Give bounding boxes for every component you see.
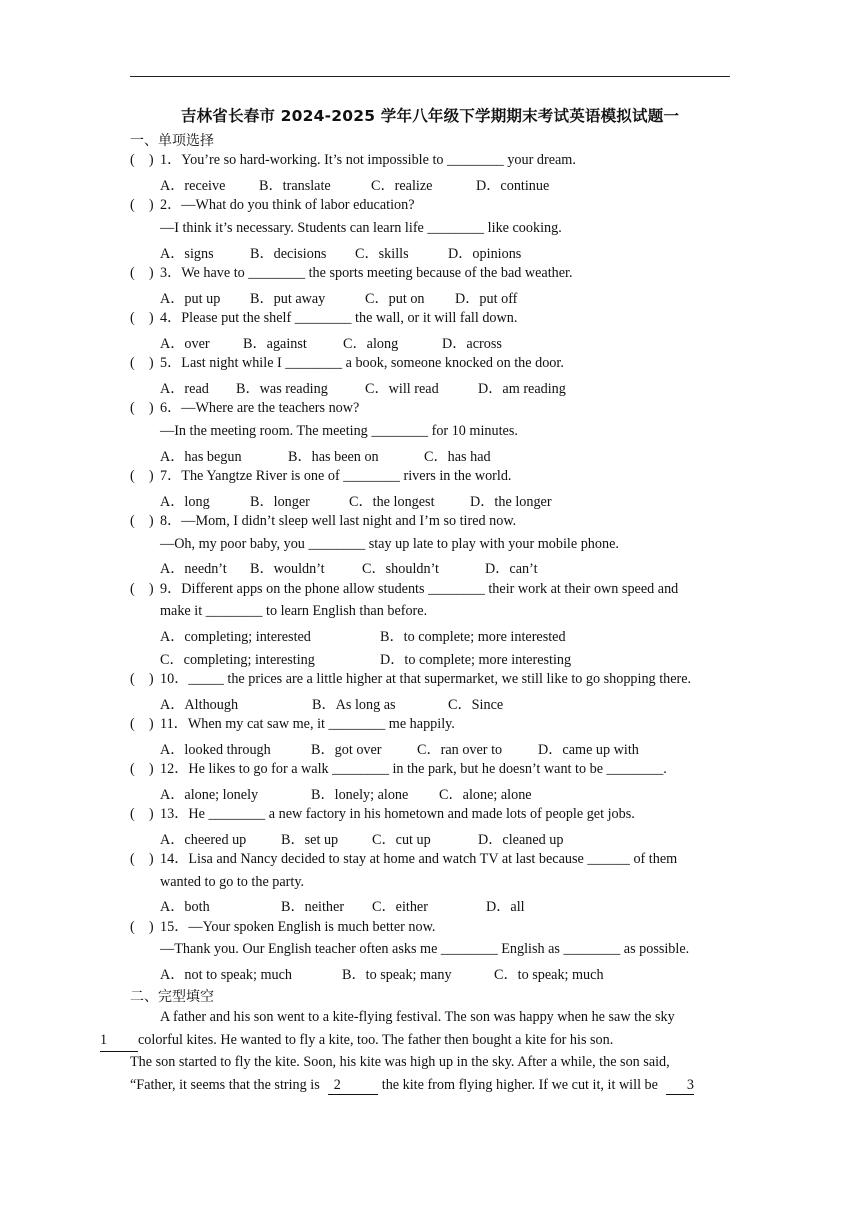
option-c: C．the longest bbox=[349, 494, 435, 510]
options-6 bbox=[160, 446, 491, 466]
blank-1 bbox=[100, 1029, 138, 1053]
answer-paren: ( ) bbox=[130, 671, 154, 687]
option-d: D．cleaned up bbox=[478, 832, 564, 848]
passage-paragraph-2-line-1: The son started to fly the kite. Soon, his kite was high up in the sky. After a while, the son said, bbox=[130, 1054, 670, 1070]
option-b: B．neither bbox=[281, 899, 345, 915]
section-heading-single-choice: 一、单项选择 bbox=[130, 133, 214, 149]
option-c: C．to speak; much bbox=[494, 967, 604, 983]
answer-paren: ( ) bbox=[130, 851, 154, 867]
options-3 bbox=[160, 288, 517, 308]
option-c: C．alone; alone bbox=[439, 787, 532, 803]
passage-text: “Father, it seems that the string is bbox=[130, 1077, 320, 1093]
question-14 bbox=[130, 848, 732, 870]
option-c: C．either bbox=[372, 899, 428, 915]
question-2-stem-2: —I think it’s necessary. Students can learn life ________ like cooking. bbox=[160, 220, 562, 236]
answer-paren: ( ) bbox=[130, 355, 154, 371]
option-a: A．read bbox=[160, 381, 209, 397]
options-4 bbox=[160, 333, 502, 353]
option-b: B．lonely; alone bbox=[311, 787, 409, 803]
option-c: C．Since bbox=[448, 697, 504, 713]
answer-paren: ( ) bbox=[130, 919, 154, 935]
options-8 bbox=[160, 558, 538, 578]
option-b: B．set up bbox=[281, 832, 339, 848]
answer-paren: ( ) bbox=[130, 581, 154, 597]
answer-paren: ( ) bbox=[130, 806, 154, 822]
question-10 bbox=[130, 668, 732, 690]
question-6-stem-2: —In the meeting room. The meeting ________ for 10 minutes. bbox=[160, 423, 518, 439]
question-9-stem-2: make it ________ to learn English than before. bbox=[160, 603, 428, 619]
header-rule bbox=[130, 76, 730, 77]
option-a: A．looked through bbox=[160, 742, 271, 758]
passage-text: A father and his son went to a kite-flying festival. The son was happy when he saw the sky bbox=[160, 1009, 675, 1025]
passage-text: colorful kites. He wanted to fly a kite, too. The father then bought a kite for his son. bbox=[138, 1031, 614, 1048]
option-a: A．long bbox=[160, 494, 210, 510]
option-d: D．the longer bbox=[470, 494, 552, 510]
option-c: C．put on bbox=[365, 291, 425, 307]
options-15 bbox=[160, 964, 604, 984]
option-d: D．opinions bbox=[448, 246, 522, 262]
option-a: A．not to speak; much bbox=[160, 967, 293, 983]
answer-paren: ( ) bbox=[130, 761, 154, 777]
answer-paren: ( ) bbox=[130, 152, 154, 168]
option-a: A．Although bbox=[160, 697, 239, 713]
options-13 bbox=[160, 829, 564, 849]
question-stem: 12．He likes to go for a walk ________ in the park, but he doesn’t want to be ________. bbox=[160, 761, 667, 777]
option-d: D．all bbox=[486, 899, 525, 915]
question-stem: 15．—Your spoken English is much better now. bbox=[160, 919, 436, 935]
question-stem: 5．Last night while I ________ a book, someone knocked on the door. bbox=[160, 355, 564, 371]
question-13 bbox=[130, 803, 732, 825]
question-stem: 6．—Where are the teachers now? bbox=[160, 400, 360, 416]
option-a: A．cheered up bbox=[160, 832, 247, 848]
question-5 bbox=[130, 352, 732, 374]
option-b: B．put away bbox=[250, 291, 326, 307]
option-b: B．was reading bbox=[236, 381, 328, 397]
question-7 bbox=[130, 465, 732, 487]
answer-paren: ( ) bbox=[130, 513, 154, 529]
question-11 bbox=[130, 713, 732, 735]
option-c: C．shouldn’t bbox=[362, 561, 439, 577]
question-12 bbox=[130, 758, 732, 780]
option-d: D．came up with bbox=[538, 742, 639, 758]
options-7 bbox=[160, 491, 552, 511]
section-heading-cloze: 二、完型填空 bbox=[130, 989, 214, 1005]
option-c: C．completing; interesting bbox=[160, 652, 315, 668]
question-9 bbox=[130, 578, 732, 600]
options-2 bbox=[160, 243, 521, 263]
option-a: A．over bbox=[160, 336, 210, 352]
option-a: A．receive bbox=[160, 178, 226, 194]
question-14-stem-2: wanted to go to the party. bbox=[160, 874, 305, 890]
question-15 bbox=[130, 916, 732, 938]
question-stem: 8．—Mom, I didn’t sleep well last night and I’m so tired now. bbox=[160, 513, 517, 529]
option-c: C．ran over to bbox=[417, 742, 503, 758]
option-a: A．has begun bbox=[160, 449, 242, 465]
answer-paren: ( ) bbox=[130, 716, 154, 732]
option-a: A．both bbox=[160, 899, 210, 915]
question-stem: 4．Please put the shelf ________ the wall, or it will fall down. bbox=[160, 310, 518, 326]
option-b: B．to speak; many bbox=[342, 967, 452, 983]
passage-paragraph-1 bbox=[100, 1006, 732, 1052]
question-15-stem-2: —Thank you. Our English teacher often asks me ________ English as ________ as possible. bbox=[160, 941, 690, 957]
question-8 bbox=[130, 510, 732, 532]
question-stem: 13．He ________ a new factory in his hometown and made lots of people get jobs. bbox=[160, 806, 635, 822]
option-b: B．against bbox=[243, 336, 307, 352]
options-5 bbox=[160, 378, 566, 398]
option-a: A．completing; interested bbox=[160, 629, 311, 645]
question-stem: 7．The Yangtze River is one of ________ rivers in the world. bbox=[160, 468, 512, 484]
question-3 bbox=[130, 262, 732, 284]
option-d: D．can’t bbox=[485, 561, 538, 577]
question-stem: 3．We have to ________ the sports meeting because of the bad weather. bbox=[160, 265, 573, 281]
option-c: C．realize bbox=[371, 178, 433, 194]
passage-paragraph-2-line-2 bbox=[130, 1077, 732, 1095]
option-b: B．wouldn’t bbox=[250, 561, 325, 577]
options-12 bbox=[160, 784, 532, 804]
option-d: D．across bbox=[442, 336, 502, 352]
option-b: B．longer bbox=[250, 494, 310, 510]
option-a: A．alone; lonely bbox=[160, 787, 259, 803]
option-b: B．translate bbox=[259, 178, 331, 194]
option-d: D．continue bbox=[476, 178, 550, 194]
options-14 bbox=[160, 896, 525, 916]
page-title: 吉林省长春市 2024-2025 学年八年级下学期期末考试英语模拟试题一 bbox=[180, 107, 680, 125]
option-a: A．needn’t bbox=[160, 561, 227, 577]
answer-paren: ( ) bbox=[130, 197, 154, 213]
blank-2-number: 2 bbox=[333, 1077, 341, 1093]
option-d: D．to complete; more interesting bbox=[380, 652, 572, 668]
option-c: C．has had bbox=[424, 449, 491, 465]
option-c: C．skills bbox=[355, 246, 409, 262]
blank-3 bbox=[666, 1077, 694, 1095]
option-a: A．put up bbox=[160, 291, 221, 307]
option-c: C．cut up bbox=[372, 832, 431, 848]
answer-paren: ( ) bbox=[130, 265, 154, 281]
blank-1-number: 1 bbox=[100, 1031, 108, 1048]
answer-paren: ( ) bbox=[130, 310, 154, 326]
option-b: B．has been on bbox=[288, 449, 379, 465]
question-2 bbox=[130, 194, 732, 216]
question-8-stem-2: —Oh, my poor baby, you ________ stay up late to play with your mobile phone. bbox=[160, 536, 619, 552]
option-b: B．to complete; more interested bbox=[380, 629, 566, 645]
blank-2 bbox=[328, 1077, 378, 1095]
question-stem: 14．Lisa and Nancy decided to stay at home and watch TV at last because ______ of them bbox=[160, 851, 678, 867]
options-10 bbox=[160, 694, 503, 714]
question-stem: 9．Different apps on the phone allow students ________ their work at their own speed and bbox=[160, 581, 679, 597]
blank-3-number: 3 bbox=[686, 1077, 694, 1093]
question-stem: 2．—What do you think of labor education? bbox=[160, 197, 415, 213]
question-6 bbox=[130, 397, 732, 419]
question-stem: 11．When my cat saw me, it ________ me happily. bbox=[160, 716, 455, 732]
passage-text: the kite from flying higher. If we cut it, it will be bbox=[381, 1077, 658, 1093]
option-d: D．put off bbox=[455, 291, 518, 307]
options-11 bbox=[160, 739, 639, 759]
answer-paren: ( ) bbox=[130, 468, 154, 484]
question-4 bbox=[130, 307, 732, 329]
answer-paren: ( ) bbox=[130, 400, 154, 416]
option-c: C．along bbox=[343, 336, 399, 352]
options-1 bbox=[160, 175, 549, 195]
options-9-row-2 bbox=[160, 649, 571, 669]
options-9-row-1 bbox=[160, 626, 566, 646]
question-1 bbox=[130, 149, 732, 171]
option-b: B．got over bbox=[311, 742, 382, 758]
option-b: B．As long as bbox=[312, 697, 396, 713]
option-b: B．decisions bbox=[250, 246, 327, 262]
option-d: D．am reading bbox=[478, 381, 566, 397]
question-stem: 1．You’re so hard-working. It’s not impossible to ________ your dream. bbox=[160, 152, 576, 168]
question-stem: 10．_____ the prices are a little higher at that supermarket, we still like to go shopping there. bbox=[160, 671, 692, 687]
option-a: A．signs bbox=[160, 246, 214, 262]
option-c: C．will read bbox=[365, 381, 439, 397]
